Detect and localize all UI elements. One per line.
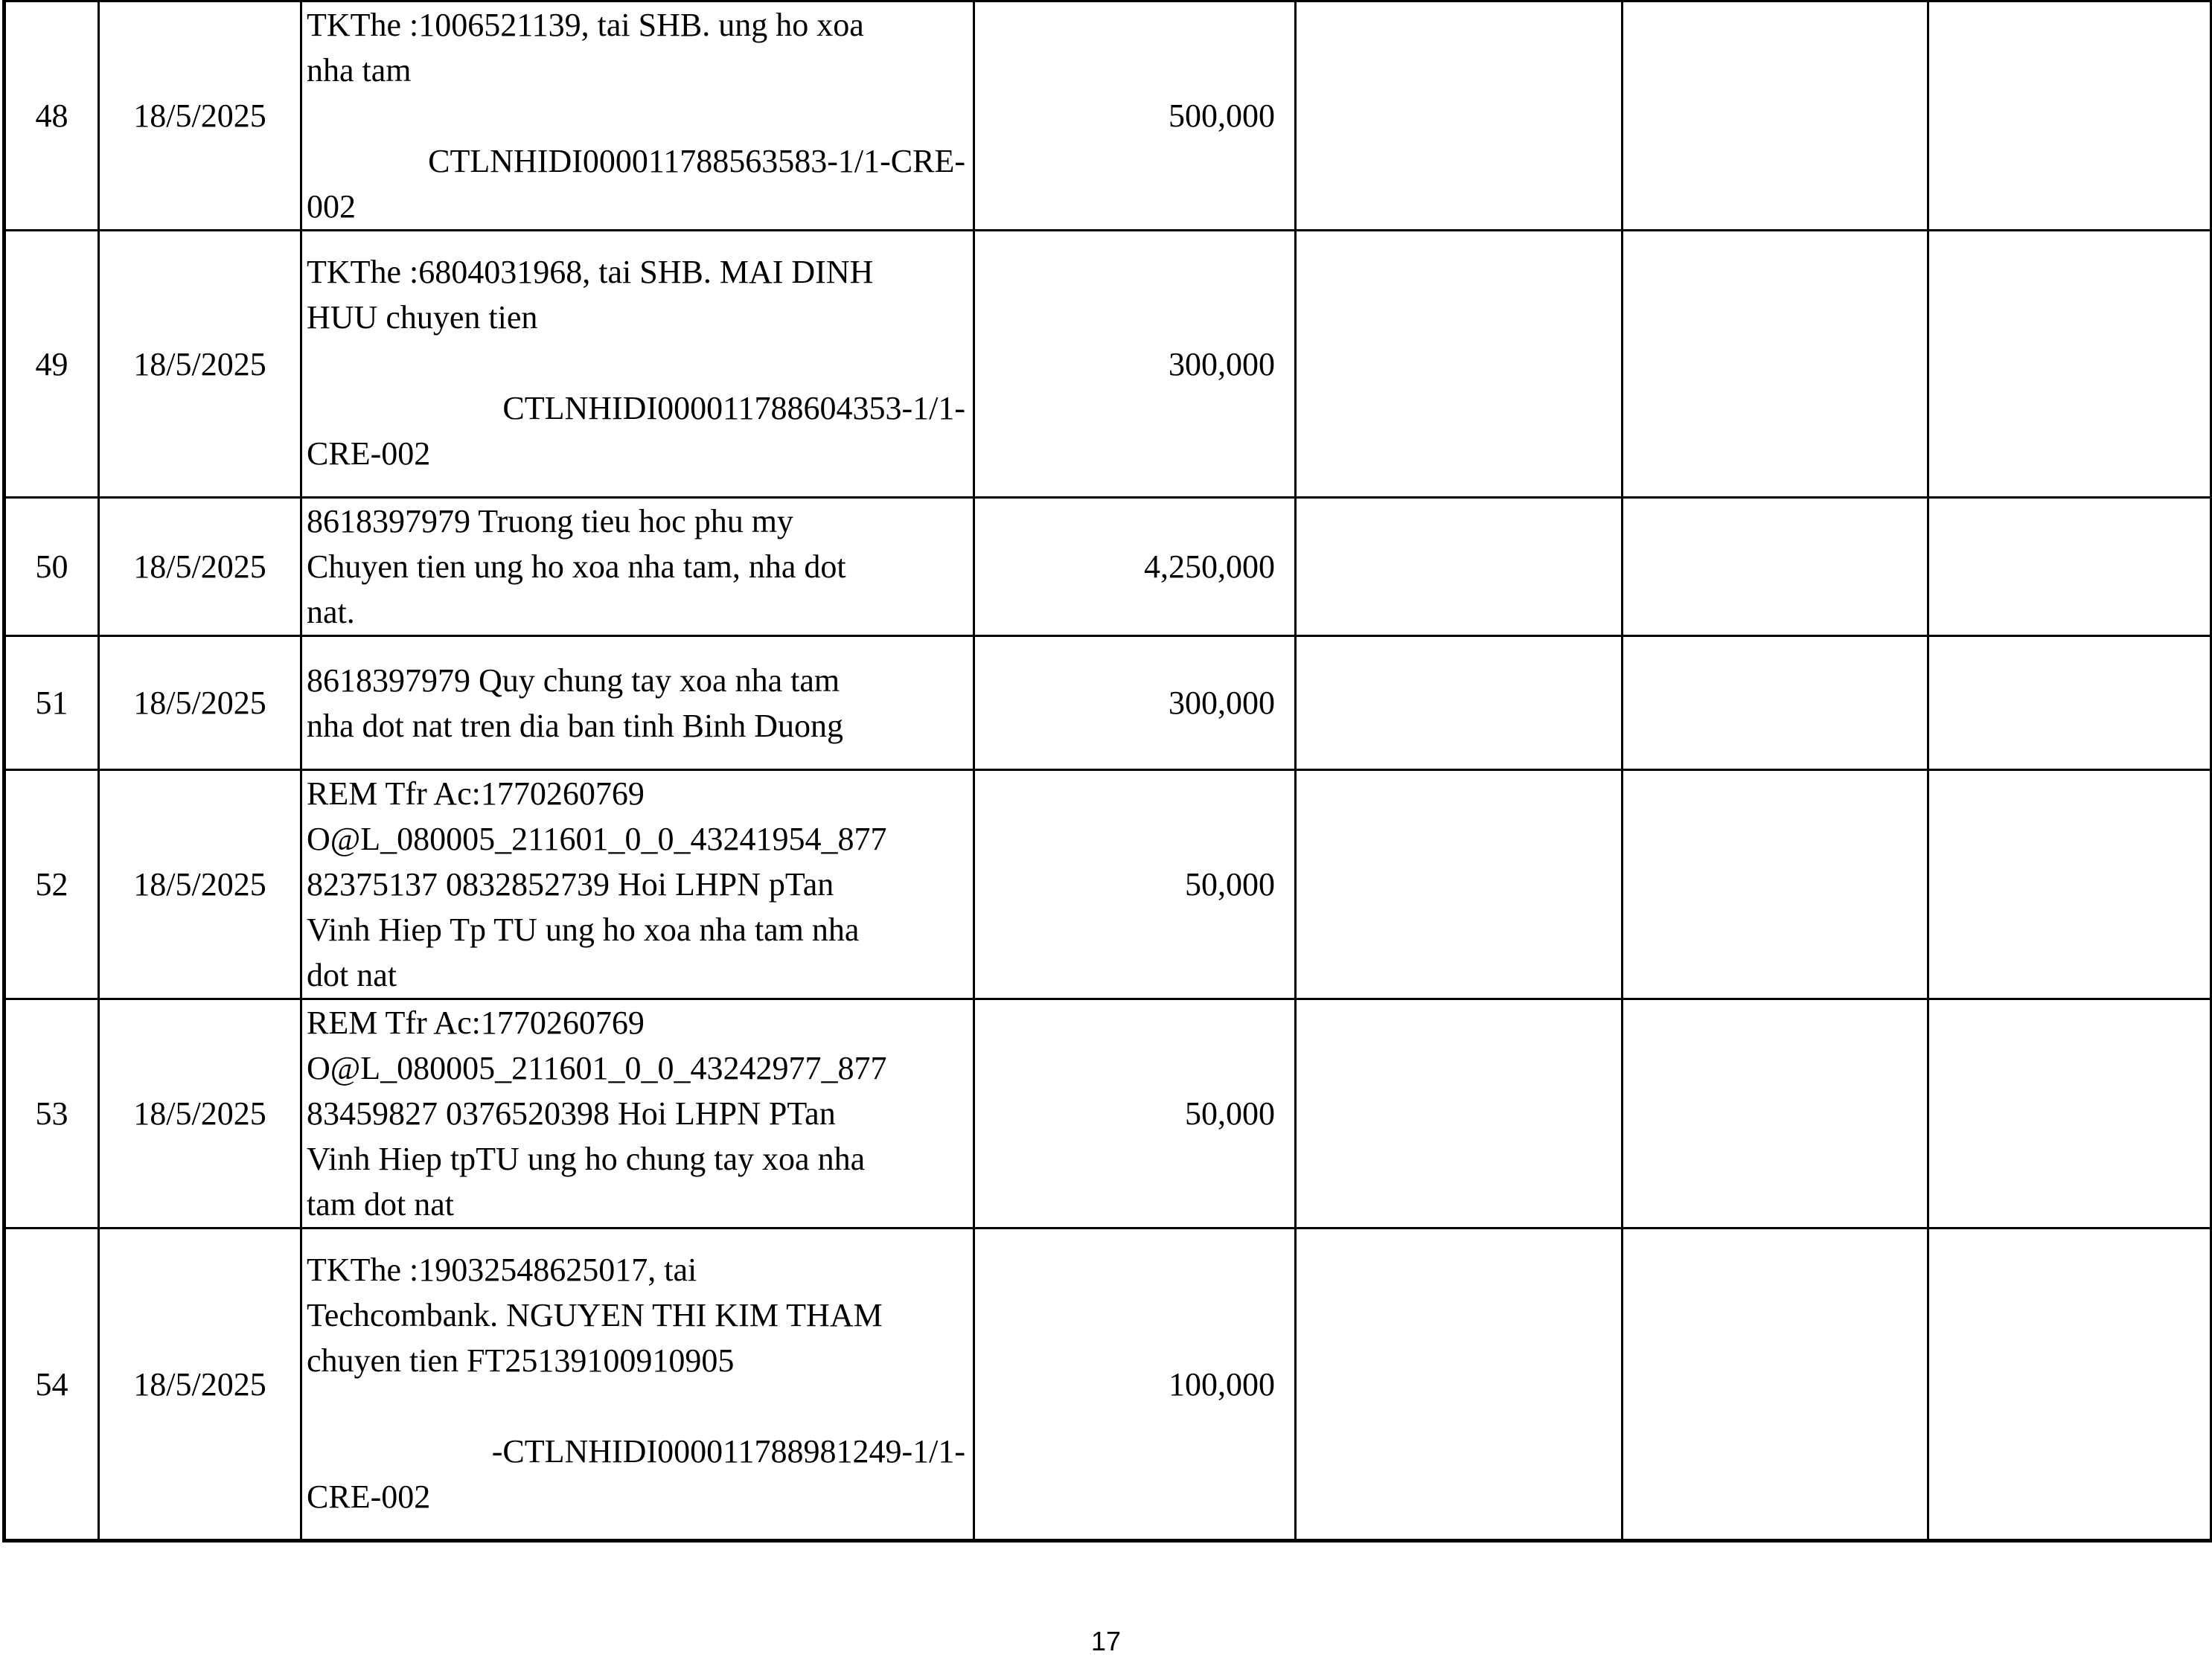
description-line: tam dot nat xyxy=(307,1186,454,1223)
description-line: REM Tfr Ac:1770260769 xyxy=(307,775,645,812)
description-line: chuyen tien FT25139100910905 xyxy=(307,1342,735,1379)
empty-cell xyxy=(1296,498,1623,636)
row-number: 49 xyxy=(4,231,99,498)
description-line: nha tam xyxy=(307,52,412,89)
empty-cell xyxy=(1623,1228,1928,1541)
transaction-description xyxy=(301,1,974,231)
amount: 300,000 xyxy=(974,231,1296,498)
transaction-date: 18/5/2025 xyxy=(99,999,301,1228)
transaction-date: 18/5/2025 xyxy=(99,636,301,770)
transaction-date: 18/5/2025 xyxy=(99,231,301,498)
transaction-description xyxy=(301,498,974,636)
donation-ledger-table xyxy=(2,0,2212,1543)
description-line: Vinh Hiep Tp TU ung ho xoa nha tam nha xyxy=(307,912,860,948)
empty-cell xyxy=(1296,231,1623,498)
amount: 50,000 xyxy=(974,770,1296,999)
empty-cell xyxy=(1623,999,1928,1228)
amount: 4,250,000 xyxy=(974,498,1296,636)
transaction-description xyxy=(301,636,974,770)
description-line: CTLNHIDI000011788604353-1/1- xyxy=(502,390,965,426)
description-line: 8618397979 Truong tieu hoc phu my xyxy=(307,503,793,539)
transaction-date: 18/5/2025 xyxy=(99,1,301,231)
description-line: CRE-002 xyxy=(307,1479,431,1515)
row-number: 51 xyxy=(4,636,99,770)
description-line: Vinh Hiep tpTU ung ho chung tay xoa nha xyxy=(307,1141,866,1177)
description-line: CRE-002 xyxy=(307,435,431,472)
table-row xyxy=(4,1,2212,231)
amount: 50,000 xyxy=(974,999,1296,1228)
transaction-description xyxy=(301,1228,974,1541)
transaction-description xyxy=(301,770,974,999)
page-number: 17 xyxy=(1090,1626,1122,1656)
description-line: CTLNHIDI000011788563583-1/1-CRE- xyxy=(428,143,965,179)
description-line: 82375137 0832852739 Hoi LHPN pTan xyxy=(307,866,834,903)
empty-cell xyxy=(1928,231,2212,498)
empty-cell xyxy=(1928,1228,2212,1541)
empty-cell xyxy=(1296,1228,1623,1541)
table-row xyxy=(4,770,2212,999)
transaction-date: 18/5/2025 xyxy=(99,770,301,999)
description-line: REM Tfr Ac:1770260769 xyxy=(307,1005,645,1041)
row-number: 52 xyxy=(4,770,99,999)
empty-cell xyxy=(1296,770,1623,999)
empty-cell xyxy=(1623,770,1928,999)
empty-cell xyxy=(1623,636,1928,770)
description-line: -CTLNHIDI000011788981249-1/1- xyxy=(491,1433,965,1470)
empty-cell xyxy=(1928,999,2212,1228)
amount: 100,000 xyxy=(974,1228,1296,1541)
transaction-date: 18/5/2025 xyxy=(99,498,301,636)
empty-cell xyxy=(1623,231,1928,498)
description-line: TKThe :6804031968, tai SHB. MAI DINH xyxy=(307,254,874,290)
amount: 500,000 xyxy=(974,1,1296,231)
description-line: dot nat xyxy=(307,957,397,993)
description-line: 83459827 0376520398 Hoi LHPN PTan xyxy=(307,1095,836,1132)
empty-cell xyxy=(1928,636,2212,770)
row-number: 48 xyxy=(4,1,99,231)
table-row xyxy=(4,231,2212,498)
empty-cell xyxy=(1296,1,1623,231)
description-line: TKThe :19032548625017, tai xyxy=(307,1252,697,1288)
empty-cell xyxy=(1296,999,1623,1228)
transaction-description xyxy=(301,999,974,1228)
empty-cell xyxy=(1928,498,2212,636)
empty-cell xyxy=(1928,770,2212,999)
table-row xyxy=(4,999,2212,1228)
transaction-description xyxy=(301,231,974,498)
description-line: Techcombank. NGUYEN THI KIM THAM xyxy=(307,1297,883,1333)
empty-cell xyxy=(1623,498,1928,636)
table-row xyxy=(4,498,2212,636)
table-row xyxy=(4,636,2212,770)
empty-cell xyxy=(1623,1,1928,231)
amount: 300,000 xyxy=(974,636,1296,770)
transaction-date: 18/5/2025 xyxy=(99,1228,301,1541)
description-line: HUU chuyen tien xyxy=(307,299,538,336)
description-line: TKThe :1006521139, tai SHB. ung ho xoa xyxy=(307,7,864,43)
description-line: 002 xyxy=(307,188,356,225)
row-number: 54 xyxy=(4,1228,99,1541)
row-number: 50 xyxy=(4,498,99,636)
description-line: nha dot nat tren dia ban tinh Binh Duong xyxy=(307,708,843,744)
table-row xyxy=(4,1228,2212,1541)
description-line: Chuyen tien ung ho xoa nha tam, nha dot xyxy=(307,548,846,585)
description-line: nat. xyxy=(307,594,355,630)
row-number: 53 xyxy=(4,999,99,1228)
empty-cell xyxy=(1296,636,1623,770)
description-line: 8618397979 Quy chung tay xoa nha tam xyxy=(307,662,840,699)
empty-cell xyxy=(1928,1,2212,231)
description-line: O@L_080005_211601_0_0_43241954_877 xyxy=(307,821,887,857)
description-line: O@L_080005_211601_0_0_43242977_877 xyxy=(307,1050,887,1086)
